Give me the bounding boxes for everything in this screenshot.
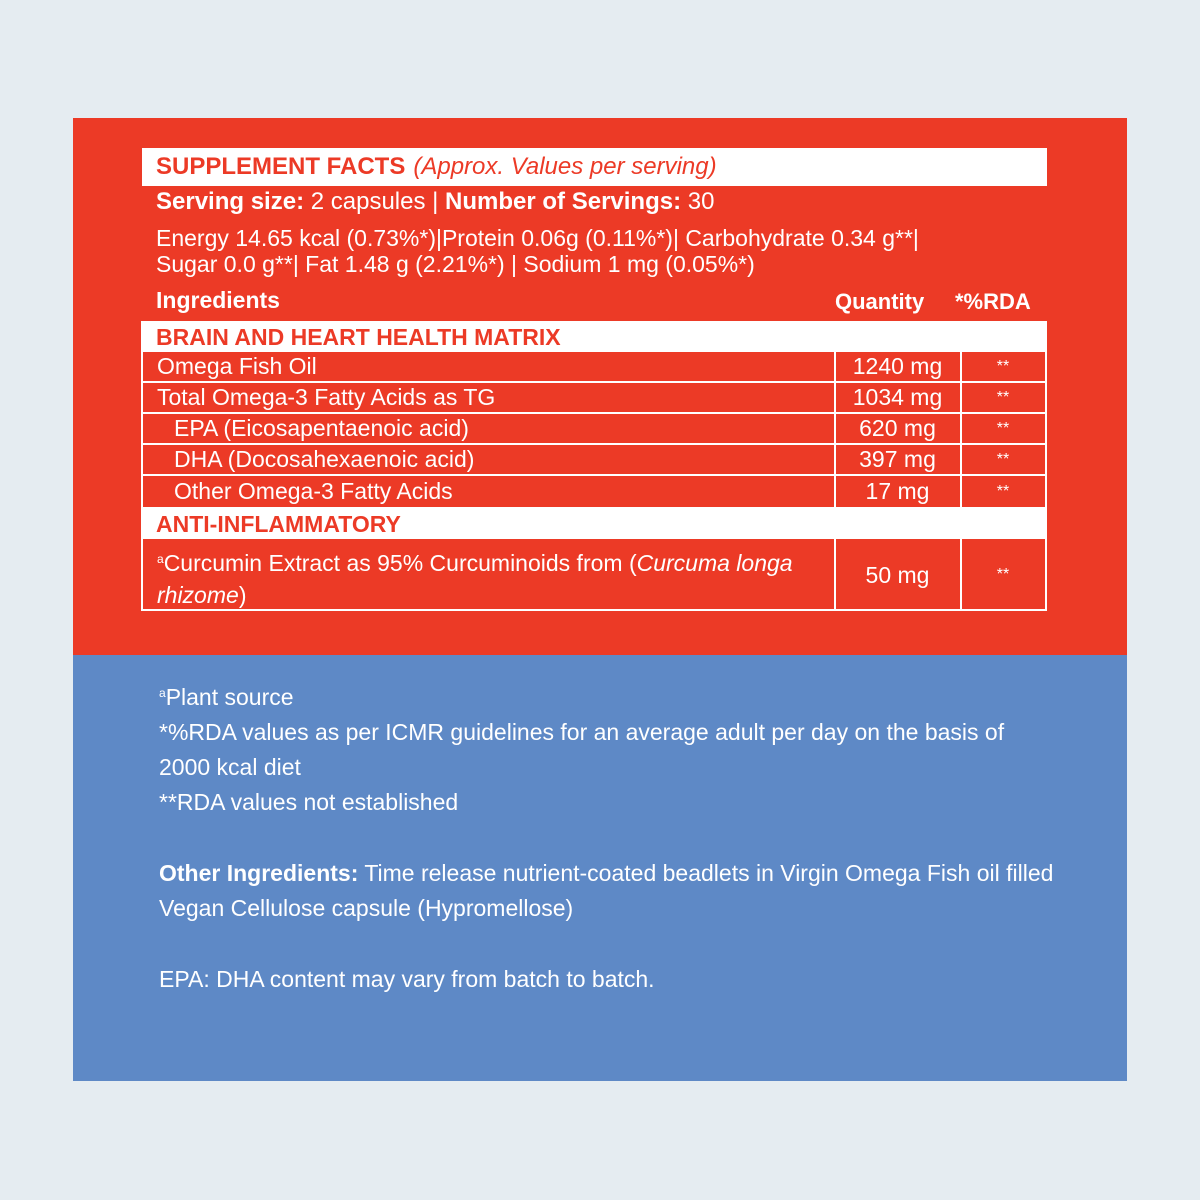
ingredient-name-close: ) (238, 582, 247, 608)
title: SUPPLEMENT FACTS (156, 153, 406, 180)
ingredient-rda: ** (996, 566, 1010, 583)
ingredient-rda: ** (996, 388, 1010, 406)
ingredient-name: Other Omega-3 Fatty Acids (174, 478, 453, 504)
ingredient-quantity: 1240 mg (852, 353, 943, 379)
subtitle: (Approx. Values per serving) (413, 153, 717, 180)
ingredient-rda: ** (996, 357, 1010, 375)
nutrition-line-2: Sugar 0.0 g**| Fat 1.48 g (2.21%*) | Sodium 1 mg (0.05%*) (156, 251, 755, 277)
section-header-anti-inflammatory: ANTI-INFLAMMATORY (143, 509, 1045, 539)
column-header-quantity: Quantity (835, 289, 925, 314)
table-row (143, 383, 1045, 414)
supplement-facts-header (142, 148, 1047, 186)
other-ingredients-text: Time release nutrient-coated beadlets in Virgin Omega Fish oil filled Vegan Cellulose capsule (Hypromellose) (159, 860, 1054, 921)
epa-dha-note: EPA: DHA content may vary from batch to batch. (159, 966, 655, 992)
footnotes (159, 676, 1059, 997)
footnote-rda: *%RDA values as per ICMR guidelines for an average adult per day on the basis of 2000 kcal diet (159, 719, 1005, 780)
ingredient-name-botanical: Curcuma longa rhizome (157, 550, 793, 608)
other-ingredients-label: Other Ingredients: (159, 860, 359, 886)
column-header-rda: *%RDA (955, 289, 1031, 314)
footnote-plant-source (159, 676, 1059, 715)
row-divider (143, 507, 1045, 509)
ingredient-rda: ** (996, 482, 1010, 500)
ingredient-quantity: 50 mg (865, 561, 930, 588)
column-divider (834, 352, 836, 509)
table-row (143, 445, 1045, 476)
ingredient-name: Total Omega-3 Fatty Acids as TG (157, 384, 496, 410)
section-header-brain-heart: BRAIN AND HEART HEALTH MATRIX (143, 323, 1045, 352)
footnote-marker: a (159, 686, 166, 700)
ingredient-name: EPA (Eicosapentaenoic acid) (174, 415, 469, 441)
servings-count-value: 30 (681, 188, 715, 215)
ingredient-quantity: 397 mg (859, 446, 936, 472)
other-ingredients (159, 856, 1059, 926)
column-divider (960, 352, 962, 509)
table-row (143, 352, 1045, 383)
column-divider (834, 539, 836, 611)
ingredient-quantity: 17 mg (865, 478, 930, 504)
serving-info (156, 188, 714, 216)
ingredient-quantity: 620 mg (859, 415, 936, 441)
ingredient-name (157, 543, 817, 611)
table-row (143, 539, 1045, 611)
ingredients-table (141, 321, 1047, 611)
table-row (143, 476, 1045, 507)
serving-size-label: Serving size: (156, 188, 305, 215)
servings-count-label: Number of Servings: (445, 188, 682, 215)
serving-size-value: 2 capsules | (304, 188, 446, 215)
ingredient-name-plain: Curcumin Extract as 95% Curcuminoids from ( (163, 550, 637, 576)
footnote-marker: a (157, 552, 164, 566)
nutrition-summary (156, 225, 1056, 277)
footnote-rda-not-established: **RDA values not established (159, 789, 459, 815)
ingredient-name: DHA (Docosahexaenoic acid) (174, 446, 475, 472)
ingredient-quantity: 1034 mg (852, 384, 943, 410)
ingredient-rda: ** (996, 419, 1010, 437)
nutrition-line-1: Energy 14.65 kcal (0.73%*)|Protein 0.06g (0.11%*)| Carbohydrate 0.34 g**| (156, 225, 919, 251)
ingredient-name: Omega Fish Oil (157, 353, 317, 379)
footnote-plant-text: Plant source (165, 684, 294, 710)
ingredient-rda: ** (996, 450, 1010, 468)
column-divider (960, 539, 962, 611)
table-row (143, 414, 1045, 445)
column-header-ingredients: Ingredients (156, 287, 280, 313)
